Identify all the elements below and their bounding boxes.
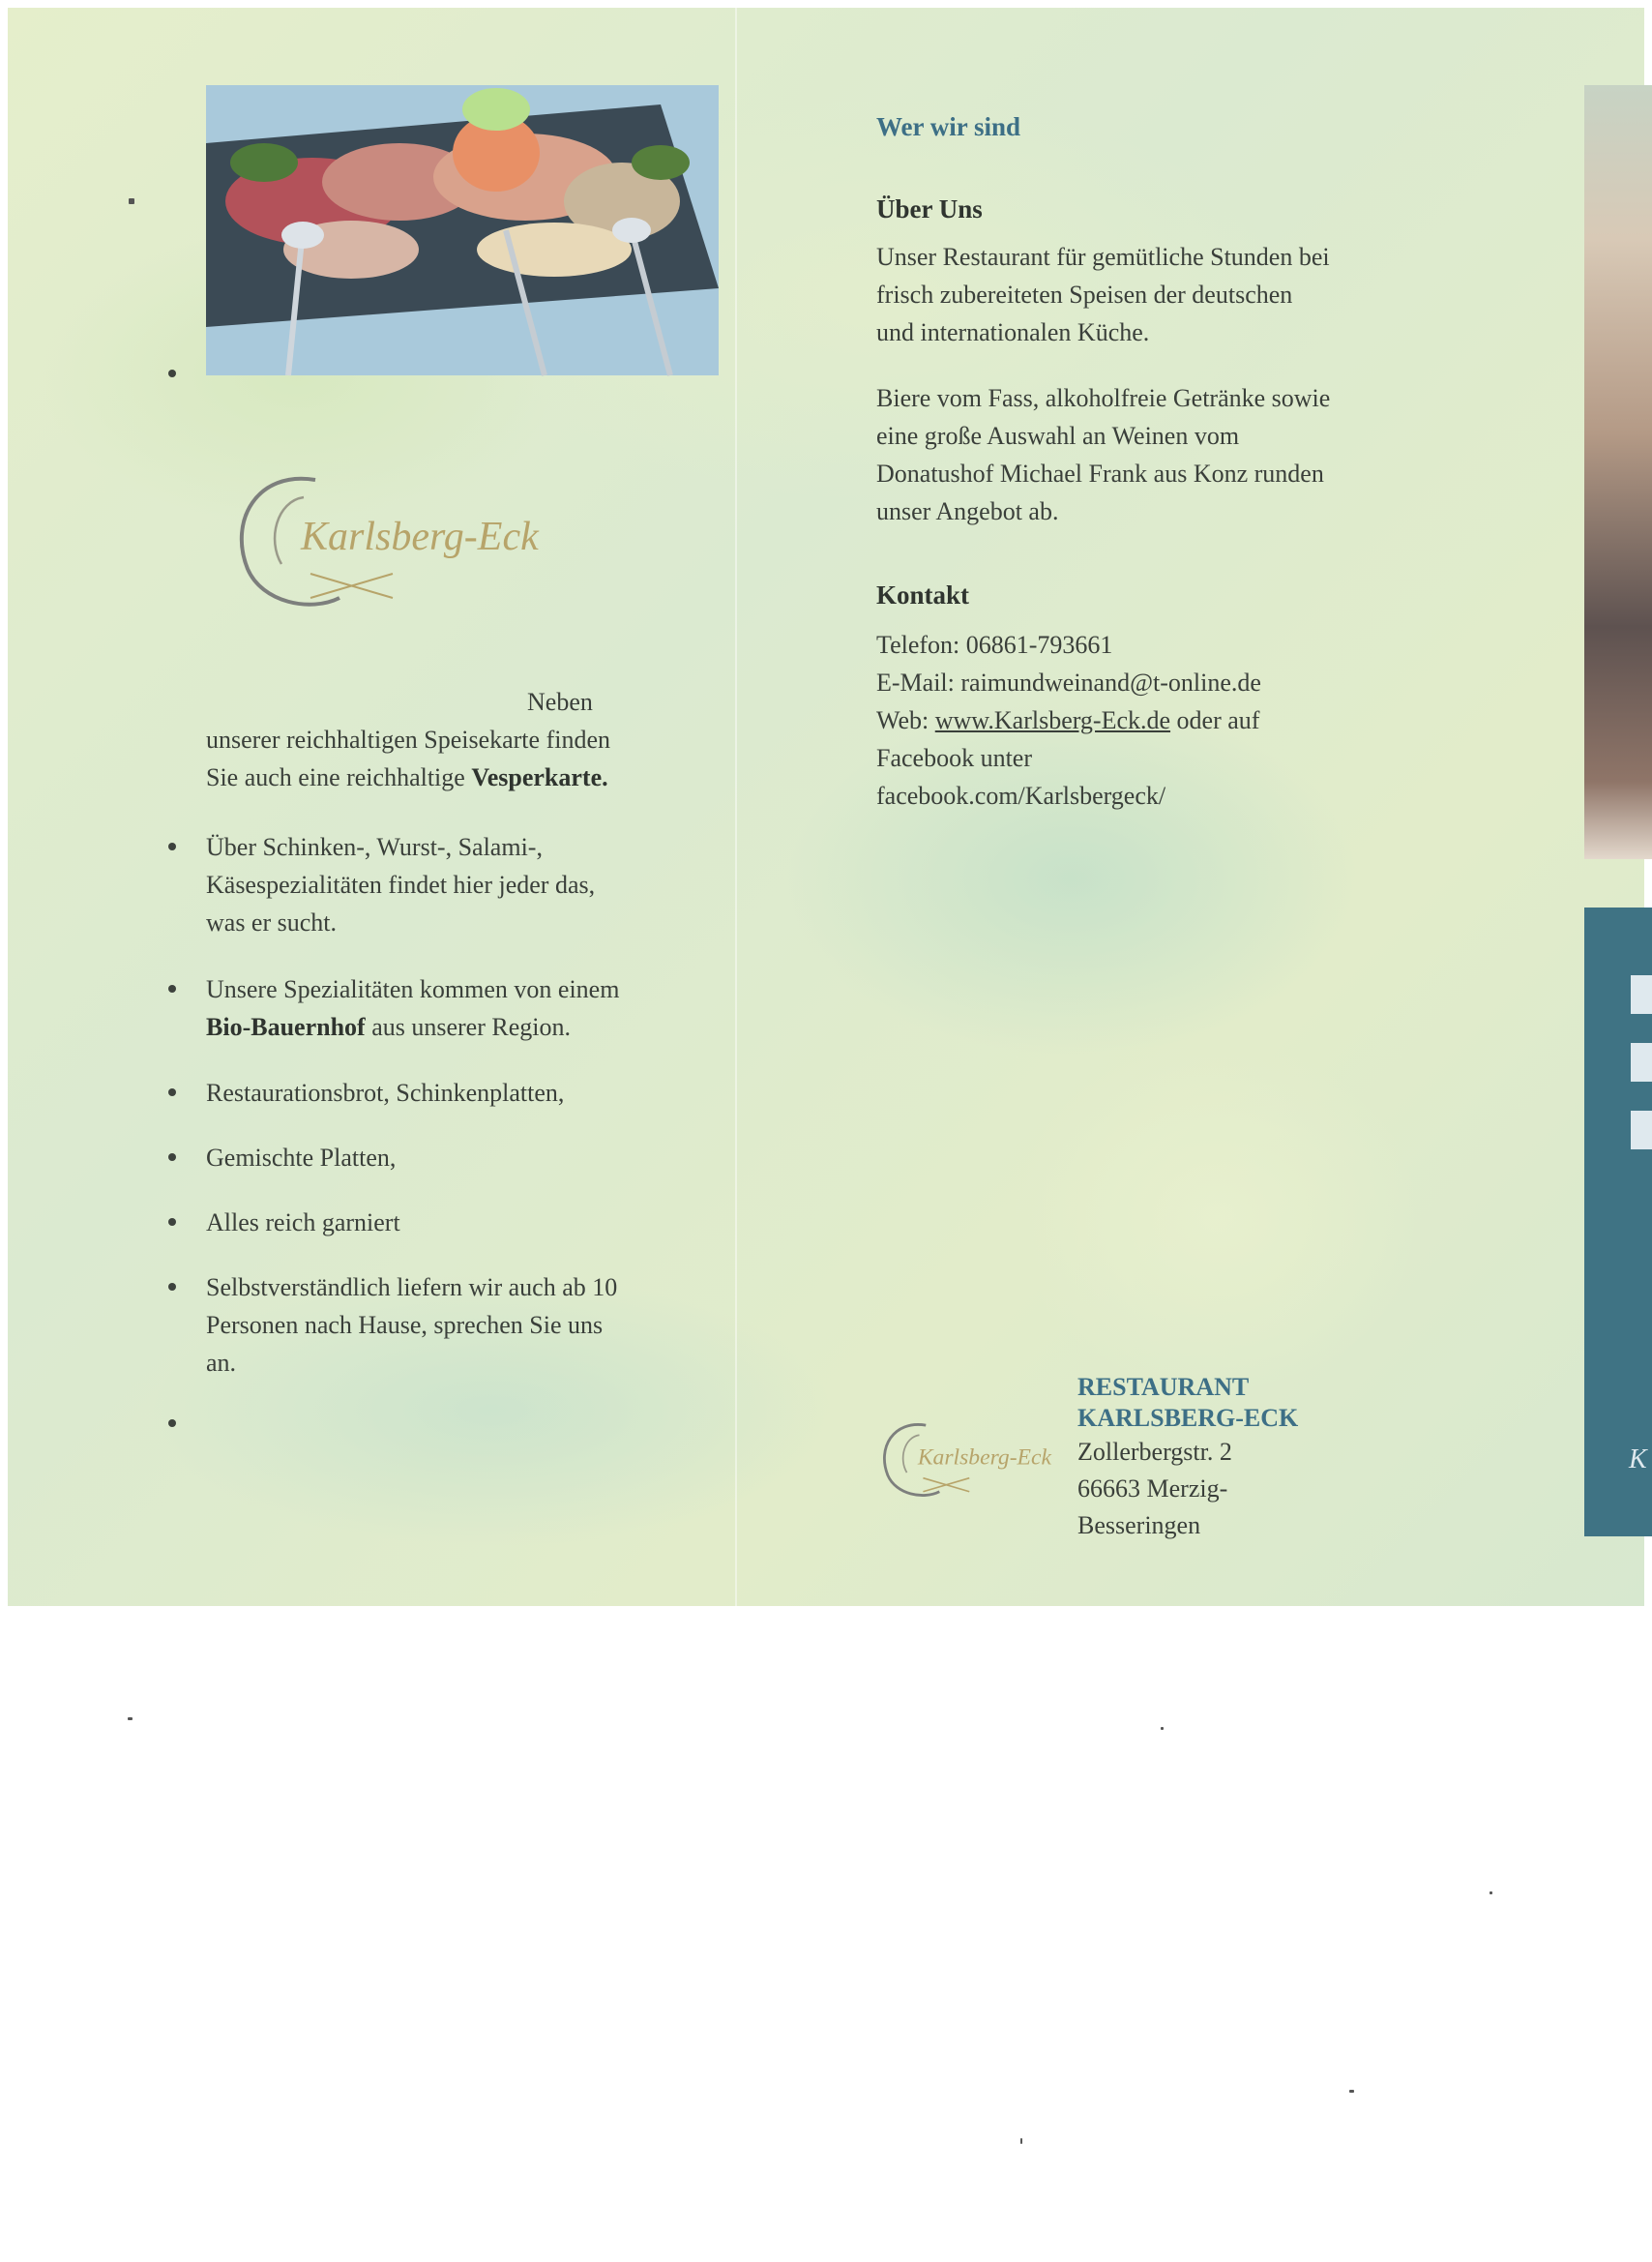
list-line: an. — [206, 1349, 237, 1377]
restaurant-name: KARLSBERG-ECK — [1077, 1404, 1299, 1432]
about-paragraph-2 — [876, 379, 1457, 530]
karlsberg-eck-logo — [228, 462, 539, 617]
cropped-letter — [1631, 975, 1652, 1014]
bullet-dot — [168, 1153, 176, 1161]
cropped-italic-letter: K — [1629, 1444, 1647, 1474]
list-line: was er sucht. — [206, 908, 338, 937]
food-platter-photo — [206, 85, 719, 375]
scan-speck — [1349, 2090, 1354, 2093]
karlsberg-eck-logo-small — [876, 1415, 1051, 1503]
list-item: Restaurationsbrot, Schinkenplatten, — [206, 1079, 565, 1107]
list-item: Gemischte Platten, — [206, 1144, 397, 1172]
website-link[interactable]: www.Karlsberg-Eck.de — [934, 706, 1171, 734]
bullet-dot — [168, 985, 176, 993]
paragraph-line: eine große Auswahl an Weinen vom — [876, 422, 1240, 450]
list-line: Über Schinken-, Wurst-, Salami-, — [206, 833, 543, 861]
list-line: Selbstverständlich liefern wir auch ab 10 — [206, 1273, 618, 1301]
paragraph-line: Donatushof Michael Frank aus Konz runden — [876, 460, 1324, 488]
scan-speck — [1161, 1727, 1164, 1730]
contact-heading: Kontakt — [876, 580, 970, 610]
bullet-dot — [168, 843, 176, 850]
paragraph-line: Unser Restaurant für gemütliche Stunden bei — [876, 243, 1330, 271]
scan-speck — [1490, 1891, 1492, 1894]
web-prefix: Web: — [876, 706, 935, 734]
list-item — [206, 1268, 709, 1382]
cropped-letter — [1631, 1043, 1652, 1082]
bullet-dot — [168, 1283, 176, 1291]
intro-neben: Neben — [527, 688, 593, 716]
list-item — [206, 970, 709, 1046]
paragraph-line: und internationalen Küche. — [876, 318, 1150, 346]
contact-block — [876, 626, 1457, 815]
email-line: E-Mail: raimundweinand@t-online.de — [876, 669, 1261, 697]
section-title: Wer wir sind — [876, 112, 1021, 141]
address-city: Besseringen — [1077, 1511, 1201, 1539]
bullet-dot — [168, 1419, 176, 1427]
restaurant-label: RESTAURANT — [1077, 1373, 1250, 1401]
bio-bauernhof-bold: Bio-Bauernhof — [206, 1013, 366, 1041]
list-line: Käsespezialitäten findet hier jeder das, — [206, 871, 596, 899]
scan-speck — [129, 198, 134, 204]
address-street: Zollerbergstr. 2 — [1077, 1438, 1232, 1466]
restaurant-interior-photo — [1584, 85, 1652, 859]
list-line: Personen nach Hause, sprechen Sie uns — [206, 1311, 604, 1339]
about-heading: Über Uns — [876, 194, 983, 223]
cover-panel — [1584, 908, 1652, 1536]
list-line: Unsere Spezialitäten kommen von einem — [206, 975, 620, 1003]
logo-text: Karlsberg-Eck — [301, 515, 539, 559]
web-line — [876, 701, 1457, 739]
logo-text-small: Karlsberg-Eck — [917, 1444, 1051, 1471]
cropped-letter — [1631, 1111, 1652, 1149]
about-paragraph-1 — [876, 238, 1457, 351]
scan-speck — [128, 1717, 133, 1720]
list-item — [206, 828, 709, 941]
bullet-dot — [168, 370, 176, 377]
paragraph-line: frisch zubereiteten Speisen der deutschen — [876, 281, 1293, 309]
address-city: 66663 Merzig- — [1077, 1474, 1228, 1503]
phone-line: Telefon: 06861-793661 — [876, 631, 1113, 659]
intro-text: Sie auch eine reichhaltige — [206, 763, 472, 791]
intro-line: unserer reichhaltigen Speisekarte finden — [206, 726, 610, 754]
scan-speck — [1020, 2138, 1022, 2144]
list-text: aus unserer Region. — [365, 1013, 571, 1041]
facebook-line: Facebook unter — [876, 744, 1033, 772]
list-line — [206, 1008, 709, 1046]
paragraph-line: Biere vom Fass, alkoholfreie Getränke sowie — [876, 384, 1331, 412]
fold-line — [735, 8, 737, 1606]
facebook-url: facebook.com/Karlsbergeck/ — [876, 782, 1166, 810]
list-item: Alles reich garniert — [206, 1208, 400, 1236]
bullet-dot — [168, 1088, 176, 1096]
intro-line — [206, 759, 709, 796]
web-suffix: oder auf — [1170, 706, 1260, 734]
vesperkarte-bold: Vesperkarte. — [471, 763, 608, 791]
paragraph-line: unser Angebot ab. — [876, 497, 1059, 525]
brochure-page — [8, 8, 1647, 1606]
bullet-dot — [168, 1218, 176, 1226]
